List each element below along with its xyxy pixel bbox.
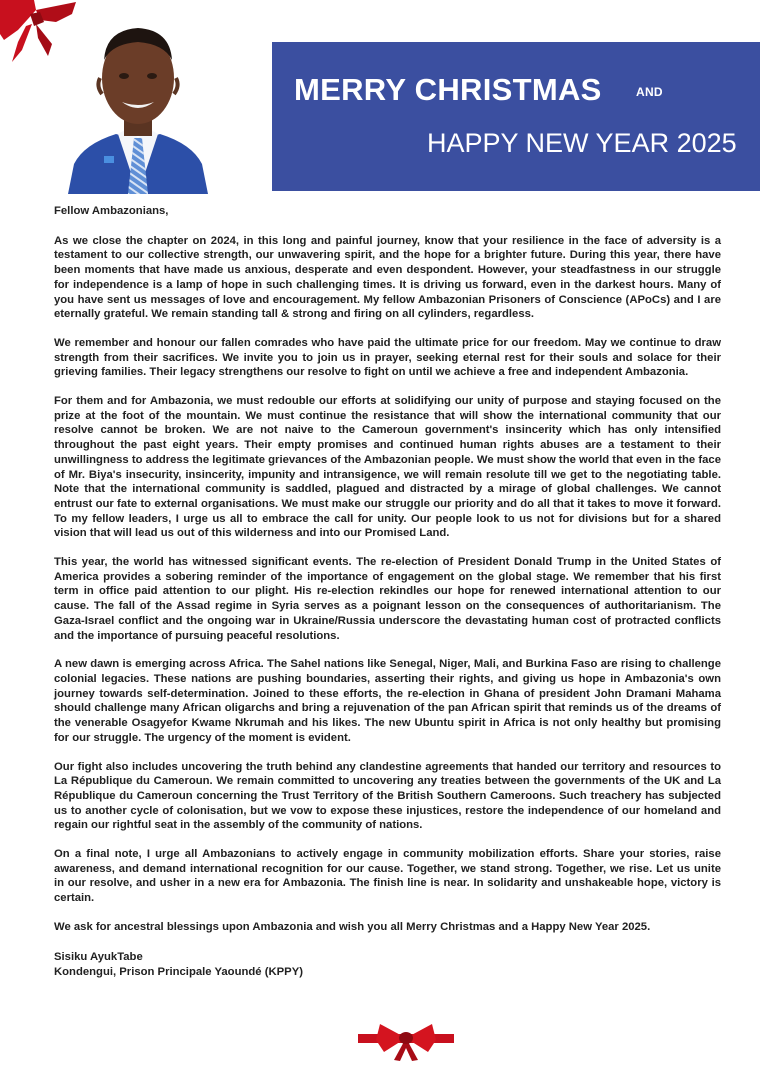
letter-paragraph: This year, the world has witnessed significant events. The re-election of President Donald Trump in the United States of America provides a sobering reminder of the importance of engagement on the global stage. We remember that his first term in office paid attention to our plight. His re-election rekindles our hope for renewed international attention to our cause. The fall of the Assad regime in Syria serves as a poignant lesson on the consequences of authoritarianism. The Gaza-Israel conflict and the ongoing war in Ukraine/Russia underscore the devastating human cost of protracted conflicts and the importance of pursuing peaceful resolutions. [54,556,721,642]
signature-name: Sisiku AyukTabe [54,950,143,963]
greeting-banner [272,42,760,191]
letter-greeting: Fellow Ambazonians, [54,205,169,217]
letter-paragraph: On a final note, I urge all Ambazonians to actively engage in community mobilization efforts. Share your stories, raise awareness, and demand international recognition for our cause. Together, we stand strong. Together, we rise. Let us unite in our resolve, and usher in a new era for Ambazonia. The finish line is near. In solidarity and unshakeable hope, victory is certain. [54,848,721,905]
red-ribbon-bow-icon [358,1020,454,1062]
banner-happy-new-year: HAPPY NEW YEAR 2025 [427,128,737,158]
letter-paragraph: As we close the chapter on 2024, in this long and painful journey, know that your resilience in the face of adversity is a testament to our collective strength, our unwavering spirit, and the hope for a brighter future. During this year, there have been moments that have made us anxious, desperate and even despondent. However, your steadfastness in our struggle for independence is a lamp of hope in such challenging times. It is driving us forward, even in the darkest hours. Many of you have sent us messages of love and encouragement. My fellow Ambazonian Prisoners of Conscience (APoCs) and I are eternally grateful. We remain standing tall & strong and firing on all cylinders, regardless. [54,234,721,321]
banner-merry-christmas: MERRY CHRISTMAS [294,72,602,107]
portrait-photo [64,16,212,194]
letter-paragraph: For them and for Ambazonia, we must redouble our efforts at solidifying our unity of purpose and staying focused on the prize at the foot of the mountain. We must continue the resistance that will show the international community that our resolve cannot be broken. We are not naive to the Cameroun government's insincerity which has only intensified throughout the past eight years. Their empty promises and continued human rights abuses are a testament to their unwillingness to address the legitimate grievances of the Ambazonian people. We must show the world that even in the face of Mr. Biya's insecurity, insincerity, impunity and intransigence, we will remain resolute till we get to the negotiating table. Note that the international community is saddled, plagued and distracted by a mirage of global challenges. We cannot entrust our fate to external organisations. We must make our struggle our priority and do all that it takes to move it forward. To my fellow leaders, I urge us all to embrace the call for unity. Our people look to us not for divisions but for a shared vision that will lead us out of this wilderness and into our Promised Land. [54,395,721,540]
banner-and: AND [636,85,663,99]
signature-block [54,950,721,980]
signature-location: Kondengui, Prison Principale Yaoundé (KPPY) [54,965,303,978]
letter-paragraph: Our fight also includes uncovering the truth behind any clandestine agreements that handed our territory and resources to La République du Cameroun. We remain committed to uncovering any treaties between the governments of the UK and La République du Cameroun concerning the Trust Territory of the British Southern Cameroons. Such treachery has subjected us to another cycle of colonisation, but we vow to expose these injustices, restore the independence of our homeland and regain our rightful seat in the assembly of the community of nations. [54,760,721,832]
letter-closing: We ask for ancestral blessings upon Ambazonia and wish you all Merry Christmas and a Happy New Year 2025. [54,920,651,933]
letter-paragraph: A new dawn is emerging across Africa. The Sahel nations like Senegal, Niger, Mali, and Burkina Faso are rising to challenge colonial legacies. These nations are pushing boundaries, asserting their rights, and giving us hope in Ambazonia's own journey towards self-determination. Joined to these efforts, the re-election in Ghana of president John Dramani Mahama should challenge many African oligarchs and bring a rejuvenation of the pan African spirit that reminds us of the dreams of the venerable Osagyefor Kwame Nkrumah and his likes. The new Ubuntu spirit in Africa is not only healthy but promising for our struggle. The urgency of the moment is evident. [54,658,721,744]
letter-paragraph: We remember and honour our fallen comrades who have paid the ultimate price for our freedom. May we continue to draw strength from their sacrifices. We invite you to join us in prayer, seeking eternal rest for their souls and solace for their grieving families. Their legacy strengthens our resolve to fight on until we achieve a free and independent Ambazonia. [54,336,721,379]
letter-body [54,204,721,980]
